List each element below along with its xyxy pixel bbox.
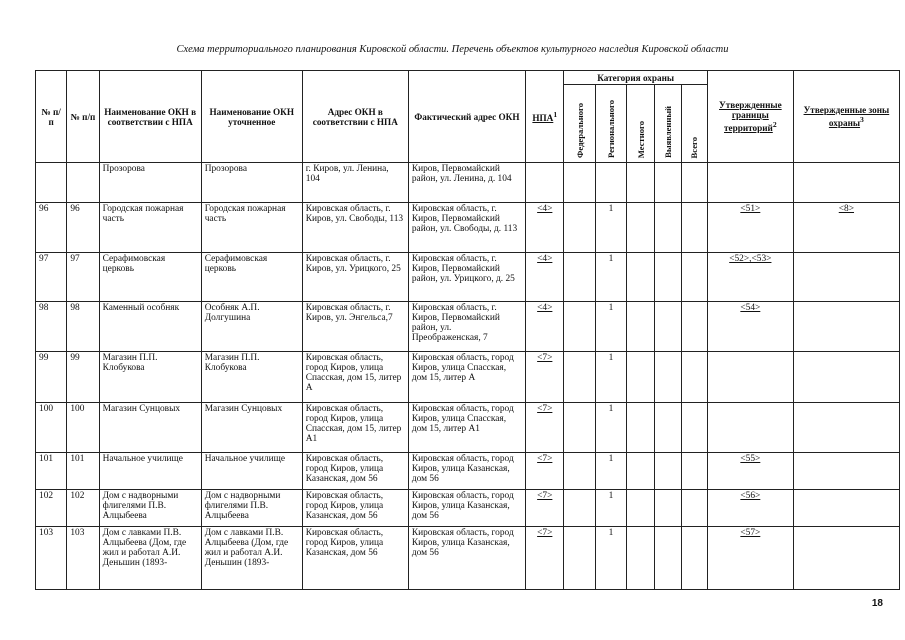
cell-zones bbox=[793, 163, 899, 203]
borders-link[interactable]: <57> bbox=[740, 528, 761, 538]
cell-npa bbox=[526, 163, 564, 203]
cell-regional: 1 bbox=[595, 302, 626, 352]
cell-borders bbox=[707, 490, 793, 527]
cell-num2: 99 bbox=[67, 352, 99, 403]
cell-borders bbox=[707, 203, 793, 253]
cell-spec: Серафимовская церковь bbox=[201, 253, 302, 302]
cell-addr: Кировская область, город Киров, улица Спасская, дом 15, литер А1 bbox=[302, 403, 408, 453]
cell-spec: Особняк А.П. Долгушина bbox=[201, 302, 302, 352]
cell-borders bbox=[707, 403, 793, 453]
cell-zones bbox=[793, 490, 899, 527]
header-cat-federal: Федерального bbox=[564, 85, 595, 163]
npa-link[interactable]: <4> bbox=[537, 204, 553, 214]
cell-npa bbox=[526, 203, 564, 253]
cell-num2: 96 bbox=[67, 203, 99, 253]
table-row bbox=[36, 302, 900, 352]
table-row bbox=[36, 253, 900, 302]
cell-fact: Кировская область, город Киров, улица Казанская, дом 56 bbox=[408, 453, 525, 490]
npa-link[interactable]: <4> bbox=[537, 254, 553, 264]
header-name-spec: Наименование ОКН уточненное bbox=[201, 71, 302, 163]
cell-identified bbox=[655, 453, 681, 490]
cell-num1: 101 bbox=[36, 453, 67, 490]
cell-local bbox=[627, 253, 655, 302]
header-cat-total: Всего bbox=[681, 85, 707, 163]
cell-name: Серафимовская церковь bbox=[99, 253, 201, 302]
cell-zones bbox=[793, 527, 899, 590]
cell-spec: Городская пожарная часть bbox=[201, 203, 302, 253]
cell-borders bbox=[707, 527, 793, 590]
table-row bbox=[36, 163, 900, 203]
cell-npa bbox=[526, 352, 564, 403]
cell-npa bbox=[526, 453, 564, 490]
cell-local bbox=[627, 302, 655, 352]
cell-fact: Кировская область, город Киров, улица Казанская, дом 56 bbox=[408, 490, 525, 527]
cell-borders bbox=[707, 302, 793, 352]
cell-fact: Кировская область, г. Киров, Первомайский район, ул. Свободы, д. 113 bbox=[408, 203, 525, 253]
cell-name: Каменный особняк bbox=[99, 302, 201, 352]
cell-local bbox=[627, 453, 655, 490]
cell-name: Дом с лавками П.В. Алцыбеева (Дом, где жил и работал А.И. Деньшин (1893- bbox=[99, 527, 201, 590]
cell-identified bbox=[655, 352, 681, 403]
cell-regional: 1 bbox=[595, 403, 626, 453]
cell-federal bbox=[564, 163, 595, 203]
cell-name: Прозорова bbox=[99, 163, 201, 203]
cell-federal bbox=[564, 490, 595, 527]
cell-regional: 1 bbox=[595, 203, 626, 253]
cell-federal bbox=[564, 453, 595, 490]
header-cat-identified: Выявленный bbox=[655, 85, 681, 163]
borders-link[interactable]: <52>,<53> bbox=[729, 254, 772, 264]
header-num2: № п/п bbox=[67, 71, 99, 163]
header-cat-regional: Регионального bbox=[595, 85, 626, 163]
cell-total bbox=[681, 203, 707, 253]
cell-total bbox=[681, 352, 707, 403]
table-row bbox=[36, 490, 900, 527]
npa-link[interactable]: <7> bbox=[537, 491, 553, 501]
cell-regional: 1 bbox=[595, 253, 626, 302]
zones-link[interactable]: <8> bbox=[838, 204, 855, 214]
cell-zones bbox=[793, 403, 899, 453]
cell-regional: 1 bbox=[595, 453, 626, 490]
table-row bbox=[36, 352, 900, 403]
cell-identified bbox=[655, 163, 681, 203]
cell-name: Магазин П.П. Клобукова bbox=[99, 352, 201, 403]
cell-zones bbox=[793, 453, 899, 490]
cell-spec: Дом с надворными флигелями П.В. Алцыбеева bbox=[201, 490, 302, 527]
cell-name: Дом с надворными флигелями П.В. Алцыбеева bbox=[99, 490, 201, 527]
borders-link[interactable]: <54> bbox=[740, 303, 761, 313]
header-num1: № п/п bbox=[36, 71, 67, 163]
header-addr-npa: Адрес ОКН в соответствии с НПА bbox=[302, 71, 408, 163]
cell-total bbox=[681, 253, 707, 302]
cell-regional: 1 bbox=[595, 490, 626, 527]
cell-npa bbox=[526, 403, 564, 453]
cell-num1: 98 bbox=[36, 302, 67, 352]
table-row bbox=[36, 403, 900, 453]
cell-total bbox=[681, 527, 707, 590]
cell-num2: 103 bbox=[67, 527, 99, 590]
page-number: 18 bbox=[871, 598, 883, 609]
cell-spec: Магазин П.П. Клобукова bbox=[201, 352, 302, 403]
cell-regional bbox=[595, 163, 626, 203]
header-npa: НПА$^1$ bbox=[526, 71, 564, 163]
cell-borders bbox=[707, 352, 793, 403]
npa-link[interactable]: <7> bbox=[537, 404, 553, 414]
cell-fact: Кировская область, город Киров, улица Казанская, дом 56 bbox=[408, 527, 525, 590]
borders-link[interactable]: <55> bbox=[740, 454, 761, 464]
cell-num2: 100 bbox=[67, 403, 99, 453]
npa-link[interactable]: <7> bbox=[537, 353, 553, 363]
table-row bbox=[36, 527, 900, 590]
cell-identified bbox=[655, 527, 681, 590]
borders-link[interactable]: <51> bbox=[740, 204, 761, 214]
npa-link[interactable]: <7> bbox=[537, 454, 553, 464]
cell-addr: Кировская область, г. Киров, ул. Энгельса,7 bbox=[302, 302, 408, 352]
borders-link[interactable]: <56> bbox=[740, 491, 761, 501]
cell-identified bbox=[655, 403, 681, 453]
cell-borders bbox=[707, 163, 793, 203]
cell-num1: 100 bbox=[36, 403, 67, 453]
cell-identified bbox=[655, 203, 681, 253]
cell-spec: Дом с лавками П.В. Алцыбеева (Дом, где жил и работал А.И. Деньшин (1893- bbox=[201, 527, 302, 590]
cell-num2 bbox=[67, 163, 99, 203]
cell-num2: 101 bbox=[67, 453, 99, 490]
cell-addr: Кировская область, г. Киров, ул. Урицкого, 25 bbox=[302, 253, 408, 302]
cell-total bbox=[681, 163, 707, 203]
cell-num1: 96 bbox=[36, 203, 67, 253]
cell-spec: Начальное училище bbox=[201, 453, 302, 490]
cell-addr: Кировская область, город Киров, улица Казанская, дом 56 bbox=[302, 527, 408, 590]
page-title: Схема территориального планирования Кировской области. Перечень объектов культурного наследия Кировской области bbox=[176, 44, 729, 55]
cell-num2: 97 bbox=[67, 253, 99, 302]
cell-federal bbox=[564, 352, 595, 403]
cell-name: Магазин Сунцовых bbox=[99, 403, 201, 453]
cell-fact: Кировская область, г. Киров, Первомайский район, ул. Преображенская, 7 bbox=[408, 302, 525, 352]
cell-identified bbox=[655, 253, 681, 302]
cell-fact: Кировская область, город Киров, улица Спасская, дом 15, литер А1 bbox=[408, 403, 525, 453]
cell-total bbox=[681, 490, 707, 527]
cell-addr: Кировская область, город Киров, улица Спасская, дом 15, литер А bbox=[302, 352, 408, 403]
cell-spec: Магазин Сунцовых bbox=[201, 403, 302, 453]
header-name-npa: Наименование ОКН в соответствии с НПА bbox=[99, 71, 201, 163]
cell-zones bbox=[793, 203, 899, 253]
npa-link[interactable]: <7> bbox=[537, 528, 553, 538]
table-row bbox=[36, 453, 900, 490]
cell-federal bbox=[564, 302, 595, 352]
cell-total bbox=[681, 302, 707, 352]
header-addr-fact: Фактический адрес ОКН bbox=[408, 71, 525, 163]
cell-name: Начальное училище bbox=[99, 453, 201, 490]
cell-addr: Кировская область, город Киров, улица Казанская, дом 56 bbox=[302, 490, 408, 527]
cell-num2: 102 bbox=[67, 490, 99, 527]
cell-local bbox=[627, 203, 655, 253]
cell-borders bbox=[707, 453, 793, 490]
table-row bbox=[36, 203, 900, 253]
cell-addr: г. Киров, ул. Ленина, 104 bbox=[302, 163, 408, 203]
cell-npa bbox=[526, 302, 564, 352]
cell-federal bbox=[564, 253, 595, 302]
cell-npa bbox=[526, 253, 564, 302]
cell-identified bbox=[655, 302, 681, 352]
cell-total bbox=[681, 403, 707, 453]
cell-local bbox=[627, 163, 655, 203]
cell-num1: 99 bbox=[36, 352, 67, 403]
cell-zones bbox=[793, 352, 899, 403]
cell-regional: 1 bbox=[595, 352, 626, 403]
cell-spec: Прозорова bbox=[201, 163, 302, 203]
cell-fact: Киров, Первомайский район, ул. Ленина, д. 104 bbox=[408, 163, 525, 203]
cell-num1: 103 bbox=[36, 527, 67, 590]
cell-npa bbox=[526, 490, 564, 527]
cell-local bbox=[627, 352, 655, 403]
cell-num2: 98 bbox=[67, 302, 99, 352]
cell-num1: 102 bbox=[36, 490, 67, 527]
cell-local bbox=[627, 527, 655, 590]
cell-zones bbox=[793, 302, 899, 352]
cell-fact: Кировская область, г. Киров, Первомайский район, ул. Урицкого, д. 25 bbox=[408, 253, 525, 302]
cell-num1: 97 bbox=[36, 253, 67, 302]
cell-num1 bbox=[36, 163, 67, 203]
npa-link[interactable]: <4> bbox=[537, 303, 553, 313]
cell-local bbox=[627, 403, 655, 453]
cell-local bbox=[627, 490, 655, 527]
okn-table bbox=[35, 70, 900, 590]
cell-total bbox=[681, 453, 707, 490]
header-zones: Утвержденные зоны охраны$^3$ bbox=[793, 71, 899, 163]
cell-addr: Кировская область, г. Киров, ул. Свободы, 113 bbox=[302, 203, 408, 253]
cell-federal bbox=[564, 403, 595, 453]
cell-regional: 1 bbox=[595, 527, 626, 590]
cell-identified bbox=[655, 490, 681, 527]
header-category: Категория охраны bbox=[564, 71, 707, 85]
cell-fact: Кировская область, город Киров, улица Спасская, дом 15, литер А bbox=[408, 352, 525, 403]
cell-npa bbox=[526, 527, 564, 590]
cell-federal bbox=[564, 203, 595, 253]
cell-name: Городская пожарная часть bbox=[99, 203, 201, 253]
cell-zones bbox=[793, 253, 899, 302]
cell-borders bbox=[707, 253, 793, 302]
header-borders: Утвержденные границы территорий$^2$ bbox=[707, 71, 793, 163]
cell-addr: Кировская область, город Киров, улица Казанская, дом 56 bbox=[302, 453, 408, 490]
cell-federal bbox=[564, 527, 595, 590]
header-cat-local: Местного bbox=[627, 85, 655, 163]
